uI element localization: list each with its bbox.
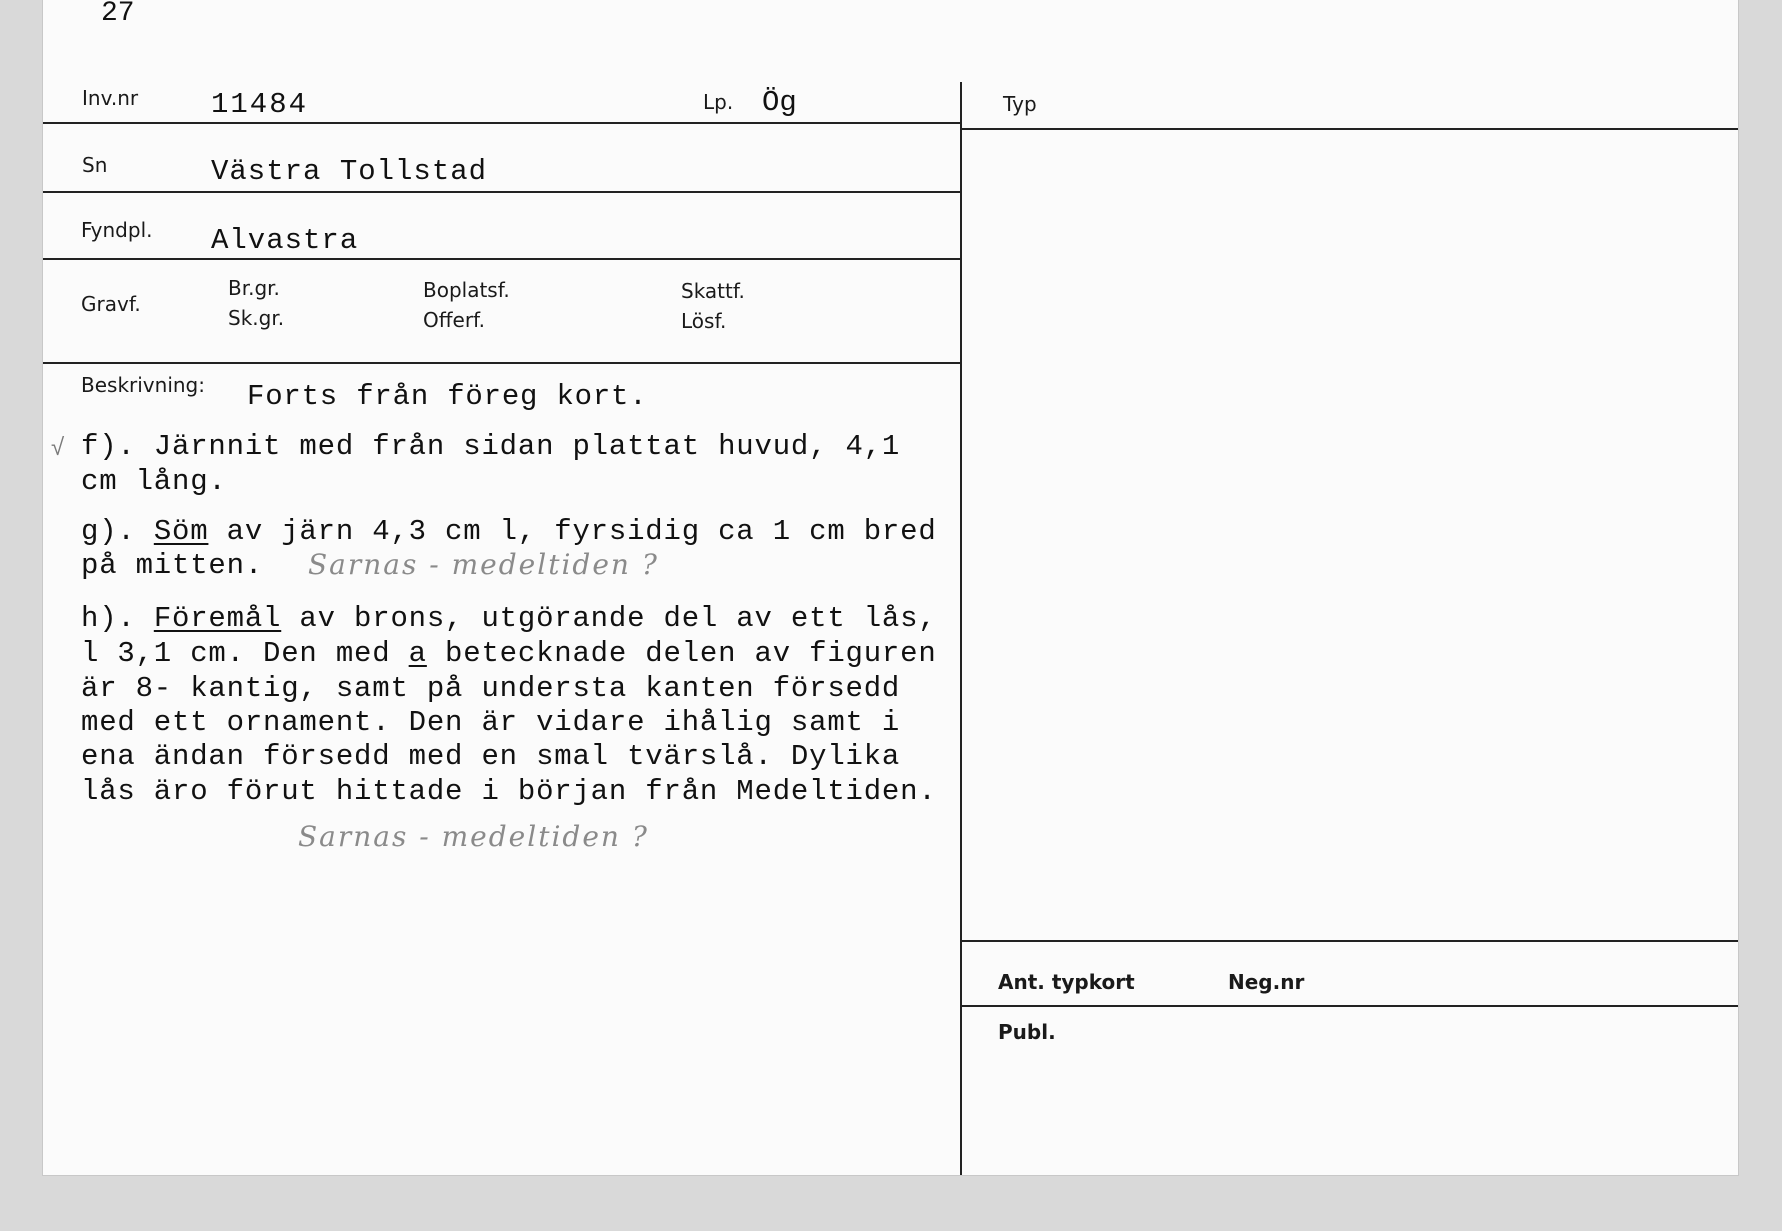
fyndpl-value: Alvastra: [211, 224, 359, 257]
row-rule: [43, 362, 960, 364]
row-rule: [962, 128, 1738, 130]
skgr-label: Sk.gr.: [228, 306, 285, 330]
check-mark: √: [51, 434, 65, 461]
losf-label: Lösf.: [681, 309, 727, 333]
brgr-label: Br.gr.: [228, 276, 280, 300]
description-line: lås äro förut hittade i början från Medeltiden.: [81, 775, 937, 808]
publ-label: Publ.: [998, 1020, 1056, 1044]
gravf-label: Gravf.: [81, 292, 141, 316]
underlined-word: Föremål: [153, 602, 282, 635]
inv-label: Inv.nr: [82, 86, 139, 110]
row-rule: [962, 1005, 1738, 1007]
fyndpl-label: Fyndpl.: [81, 218, 153, 242]
description-line: är 8- kantig, samt på understa kanten försedd: [81, 672, 901, 705]
ant-typkort-label: Ant. typkort: [998, 970, 1135, 994]
text-span: betecknade delen av figuren: [426, 637, 937, 670]
text-span: g).: [81, 515, 154, 548]
sn-value: Västra Tollstad: [211, 155, 488, 188]
offerf-label: Offerf.: [423, 308, 485, 332]
text-span: av järn 4,3 cm l, fyrsidig ca 1 cm bred: [208, 515, 937, 548]
typ-label: Typ: [1003, 92, 1037, 116]
description-line: på mitten.: [81, 549, 264, 582]
description-line: ena ändan försedd med en smal tvärslå. Dylika: [81, 740, 901, 773]
description-line: cm lång.: [81, 465, 227, 498]
sn-label: Sn: [82, 153, 108, 177]
handwritten-note: Sarnas - medeltiden ?: [298, 820, 649, 853]
text-span: l 3,1 cm. Den med: [81, 637, 409, 670]
boplatsf-label: Boplatsf.: [423, 278, 510, 302]
handwritten-note: Sarnas - medeltiden ?: [308, 548, 659, 581]
negnr-label: Neg.nr: [1228, 970, 1305, 994]
lp-label: Lp.: [703, 90, 734, 114]
inv-value: 11484: [211, 88, 309, 121]
lp-value: Ög: [762, 86, 797, 119]
skattf-label: Skattf.: [681, 279, 745, 303]
underlined-word: a: [408, 637, 427, 670]
description-line: f). Järnnit med från sidan plattat huvud, 4,1: [81, 430, 901, 463]
description-line: med ett ornament. Den är vidare ihålig samt i: [81, 706, 901, 739]
underlined-word: Söm: [153, 515, 209, 548]
text-span: h).: [81, 602, 154, 635]
description-line: [81, 637, 937, 670]
description-line: Forts från föreg kort.: [247, 380, 648, 413]
row-rule: [43, 191, 960, 193]
vertical-divider: [960, 82, 962, 1175]
description-line: [81, 515, 937, 548]
description-line: [81, 602, 937, 635]
catalog-card: [43, 0, 1738, 1175]
text-span: av brons, utgörande del av ett lås,: [281, 602, 937, 635]
row-rule: [43, 122, 960, 124]
row-rule: [43, 258, 960, 260]
row-rule: [962, 940, 1738, 942]
card-number: 27: [101, 0, 135, 29]
beskrivning-label: Beskrivning:: [81, 373, 205, 397]
